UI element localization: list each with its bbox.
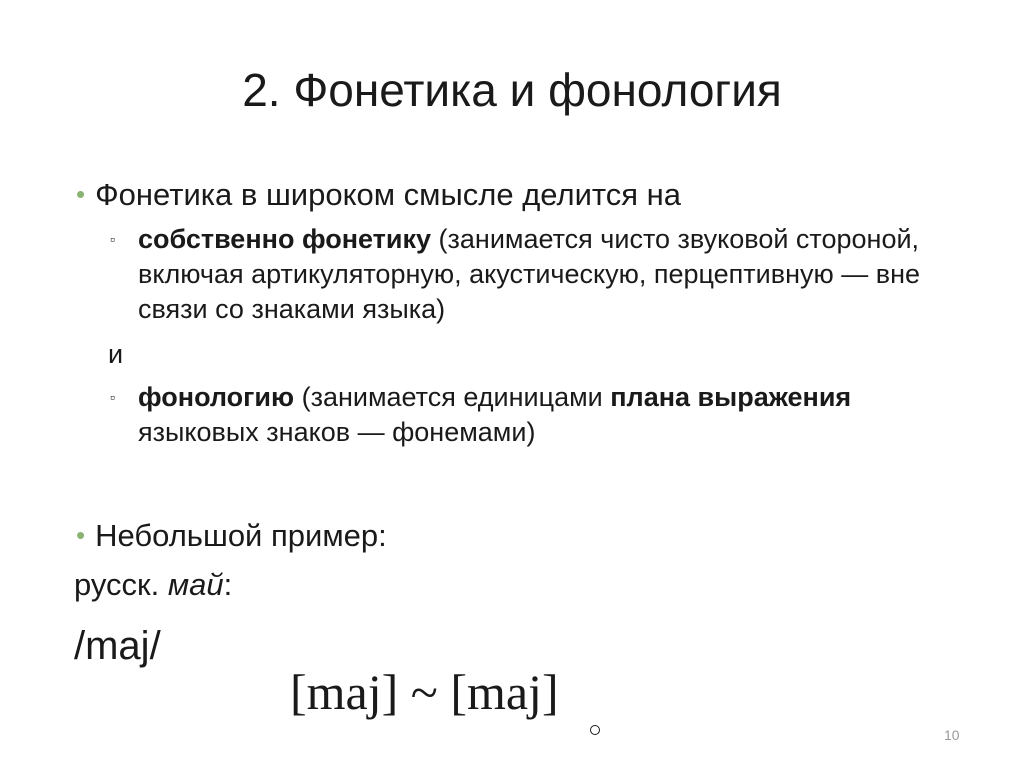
square-bullet-icon: ▫ xyxy=(110,231,115,247)
sub-bullet-phonology xyxy=(110,380,960,450)
term-phonetics-proper: собственно фонетику xyxy=(138,224,432,254)
term-phonology: фонологию xyxy=(138,382,295,412)
bullet-phonetics-division xyxy=(76,175,681,214)
sub-bullet-phonetics-proper xyxy=(110,222,960,327)
sub-bullet-phonetics-proper-text xyxy=(110,222,960,327)
phonology-description-part2: языковых знаков — фонемами) xyxy=(138,417,536,447)
page-number: 10 xyxy=(944,727,960,743)
bullet-small-example xyxy=(76,516,387,555)
phonetics-proper-description: (занимается чисто звуковой стороной, включая артикуляторную, акустическую, перцептивную — вне связи со знаками языка) xyxy=(138,224,921,324)
bullet-small-example-text: Небольшой пример: xyxy=(95,518,387,553)
square-bullet-icon: ▫ xyxy=(110,389,115,405)
voiceless-diacritic-icon xyxy=(590,725,600,735)
sub-bullet-phonology-text xyxy=(110,380,960,450)
example-suffix: : xyxy=(223,567,233,602)
phonology-description-part1: (занимается единицами xyxy=(294,382,611,412)
phonemic-transcription: /maj/ xyxy=(74,624,161,668)
example-word-line xyxy=(74,566,232,604)
bullet-phonetics-division-text: Фонетика в широком смысле делится на xyxy=(95,177,682,212)
slide-title: 2. Фонетика и фонология xyxy=(242,64,782,116)
term-expression-plane: плана выражения xyxy=(610,382,852,412)
conjunction-and: и xyxy=(108,339,124,369)
bullet-dot-icon: • xyxy=(76,179,86,209)
bullet-dot-icon: • xyxy=(76,520,86,550)
example-word: май xyxy=(167,567,224,602)
phonetic-transcription: [maj] ~ [maj] xyxy=(290,664,559,720)
example-prefix: русск. xyxy=(74,567,168,602)
